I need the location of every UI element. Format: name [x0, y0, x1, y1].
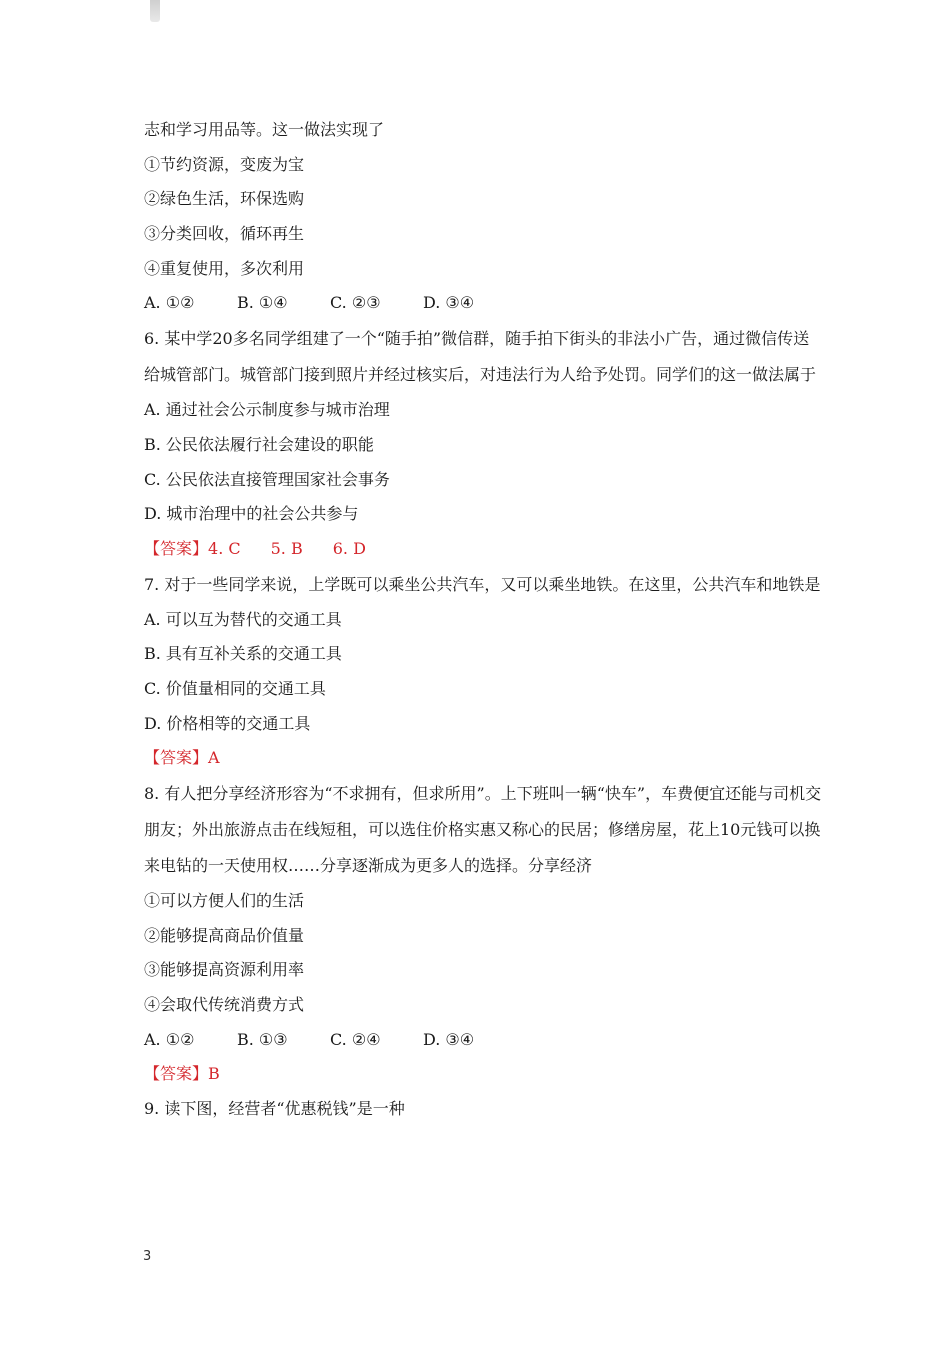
q5-choice-d: D. ③④	[423, 293, 475, 313]
q5-item-4: ④重复使用，多次利用	[144, 258, 305, 278]
q5-item-1: ①节约资源，变废为宝	[144, 154, 305, 174]
answer-label: 【答案】	[144, 1064, 209, 1084]
q7-option-d: D. 价格相等的交通工具	[144, 713, 311, 733]
q8-choices	[144, 1023, 824, 1058]
q8-choice-a: A. ①②	[144, 1029, 195, 1049]
q5-choice-a: A. ①②	[144, 293, 195, 313]
q6-stem: 6. 某中学20多名同学组建了一个“随手拍”微信群，随手拍下街头的非法小广告，通过微信传送给城管部门。城管部门接到照片并经过核实后，对违法行为人给予处罚。同学们的这一做法属于	[144, 329, 817, 385]
answer-4: 4. C	[208, 538, 241, 558]
q6-option-c: C. 公民依法直接管理国家社会事务	[144, 469, 390, 489]
q8-item-1: ①可以方便人们的生活	[144, 891, 305, 910]
q6-option-a: A. 通过社会公示制度参与城市治理	[144, 400, 390, 420]
q7-stem: 7. 对于一些同学来说，上学既可以乘坐公共汽车，又可以乘坐地铁。在这里，公共汽车和地铁是	[144, 574, 821, 594]
q7-option-c: C. 价值量相同的交通工具	[144, 678, 326, 698]
q5-choices	[144, 286, 824, 321]
q5-choice-c: C. ②③	[330, 293, 381, 313]
q8-choice-b: B. ①③	[237, 1029, 288, 1049]
answer-6: 6. D	[332, 538, 366, 558]
page-number: 3	[143, 1249, 152, 1264]
q8-choice-c: C. ②④	[330, 1029, 381, 1049]
answer-8	[144, 1057, 824, 1092]
q6-option-d: D. 城市治理中的社会公共参与	[144, 504, 359, 524]
q8-item-4: ④会取代传统消费方式	[144, 995, 305, 1015]
q6-option-b: B. 公民依法履行社会建设的职能	[144, 434, 374, 454]
answer-8-value: B	[208, 1064, 220, 1084]
q7-option-a: A. 可以互为替代的交通工具	[144, 609, 342, 629]
q7-option-b: B. 具有互补关系的交通工具	[144, 644, 342, 664]
q8-item-3: ③能够提高资源利用率	[144, 960, 305, 980]
q5-item-2: ②绿色生活，环保选购	[144, 189, 305, 209]
document-page	[144, 113, 824, 1127]
q8-stem: 8. 有人把分享经济形容为“不求拥有，但求所用”。上下班叫一辆“快车”，车费便宜还能与司机交朋友；外出旅游点击在线短租，可以选住价格实惠又称心的民居；修缮房屋，花上10元钱可以换来电钻的一天使用权……分享逐渐成为更多人的选择。分享经济	[144, 784, 822, 875]
q5-stem-end: 志和学习用品等。这一做法实现了	[144, 120, 385, 139]
answer-5: 5. B	[270, 538, 303, 558]
answer-7	[144, 741, 824, 776]
corner-tab-mark	[150, 0, 160, 22]
q9-stem: 9. 读下图，经营者“优惠税钱”是一种	[144, 1099, 405, 1119]
answer-label: 【答案】	[144, 748, 209, 768]
q5-item-3: ③分类回收，循环再生	[144, 224, 305, 244]
answer-7-value: A	[208, 748, 220, 768]
q8-choice-d: D. ③④	[423, 1029, 475, 1049]
q5-choice-b: B. ①④	[237, 293, 288, 313]
answer-4-6	[144, 532, 824, 567]
answer-label: 【答案】	[144, 538, 209, 558]
q8-item-2: ②能够提高商品价值量	[144, 925, 305, 945]
